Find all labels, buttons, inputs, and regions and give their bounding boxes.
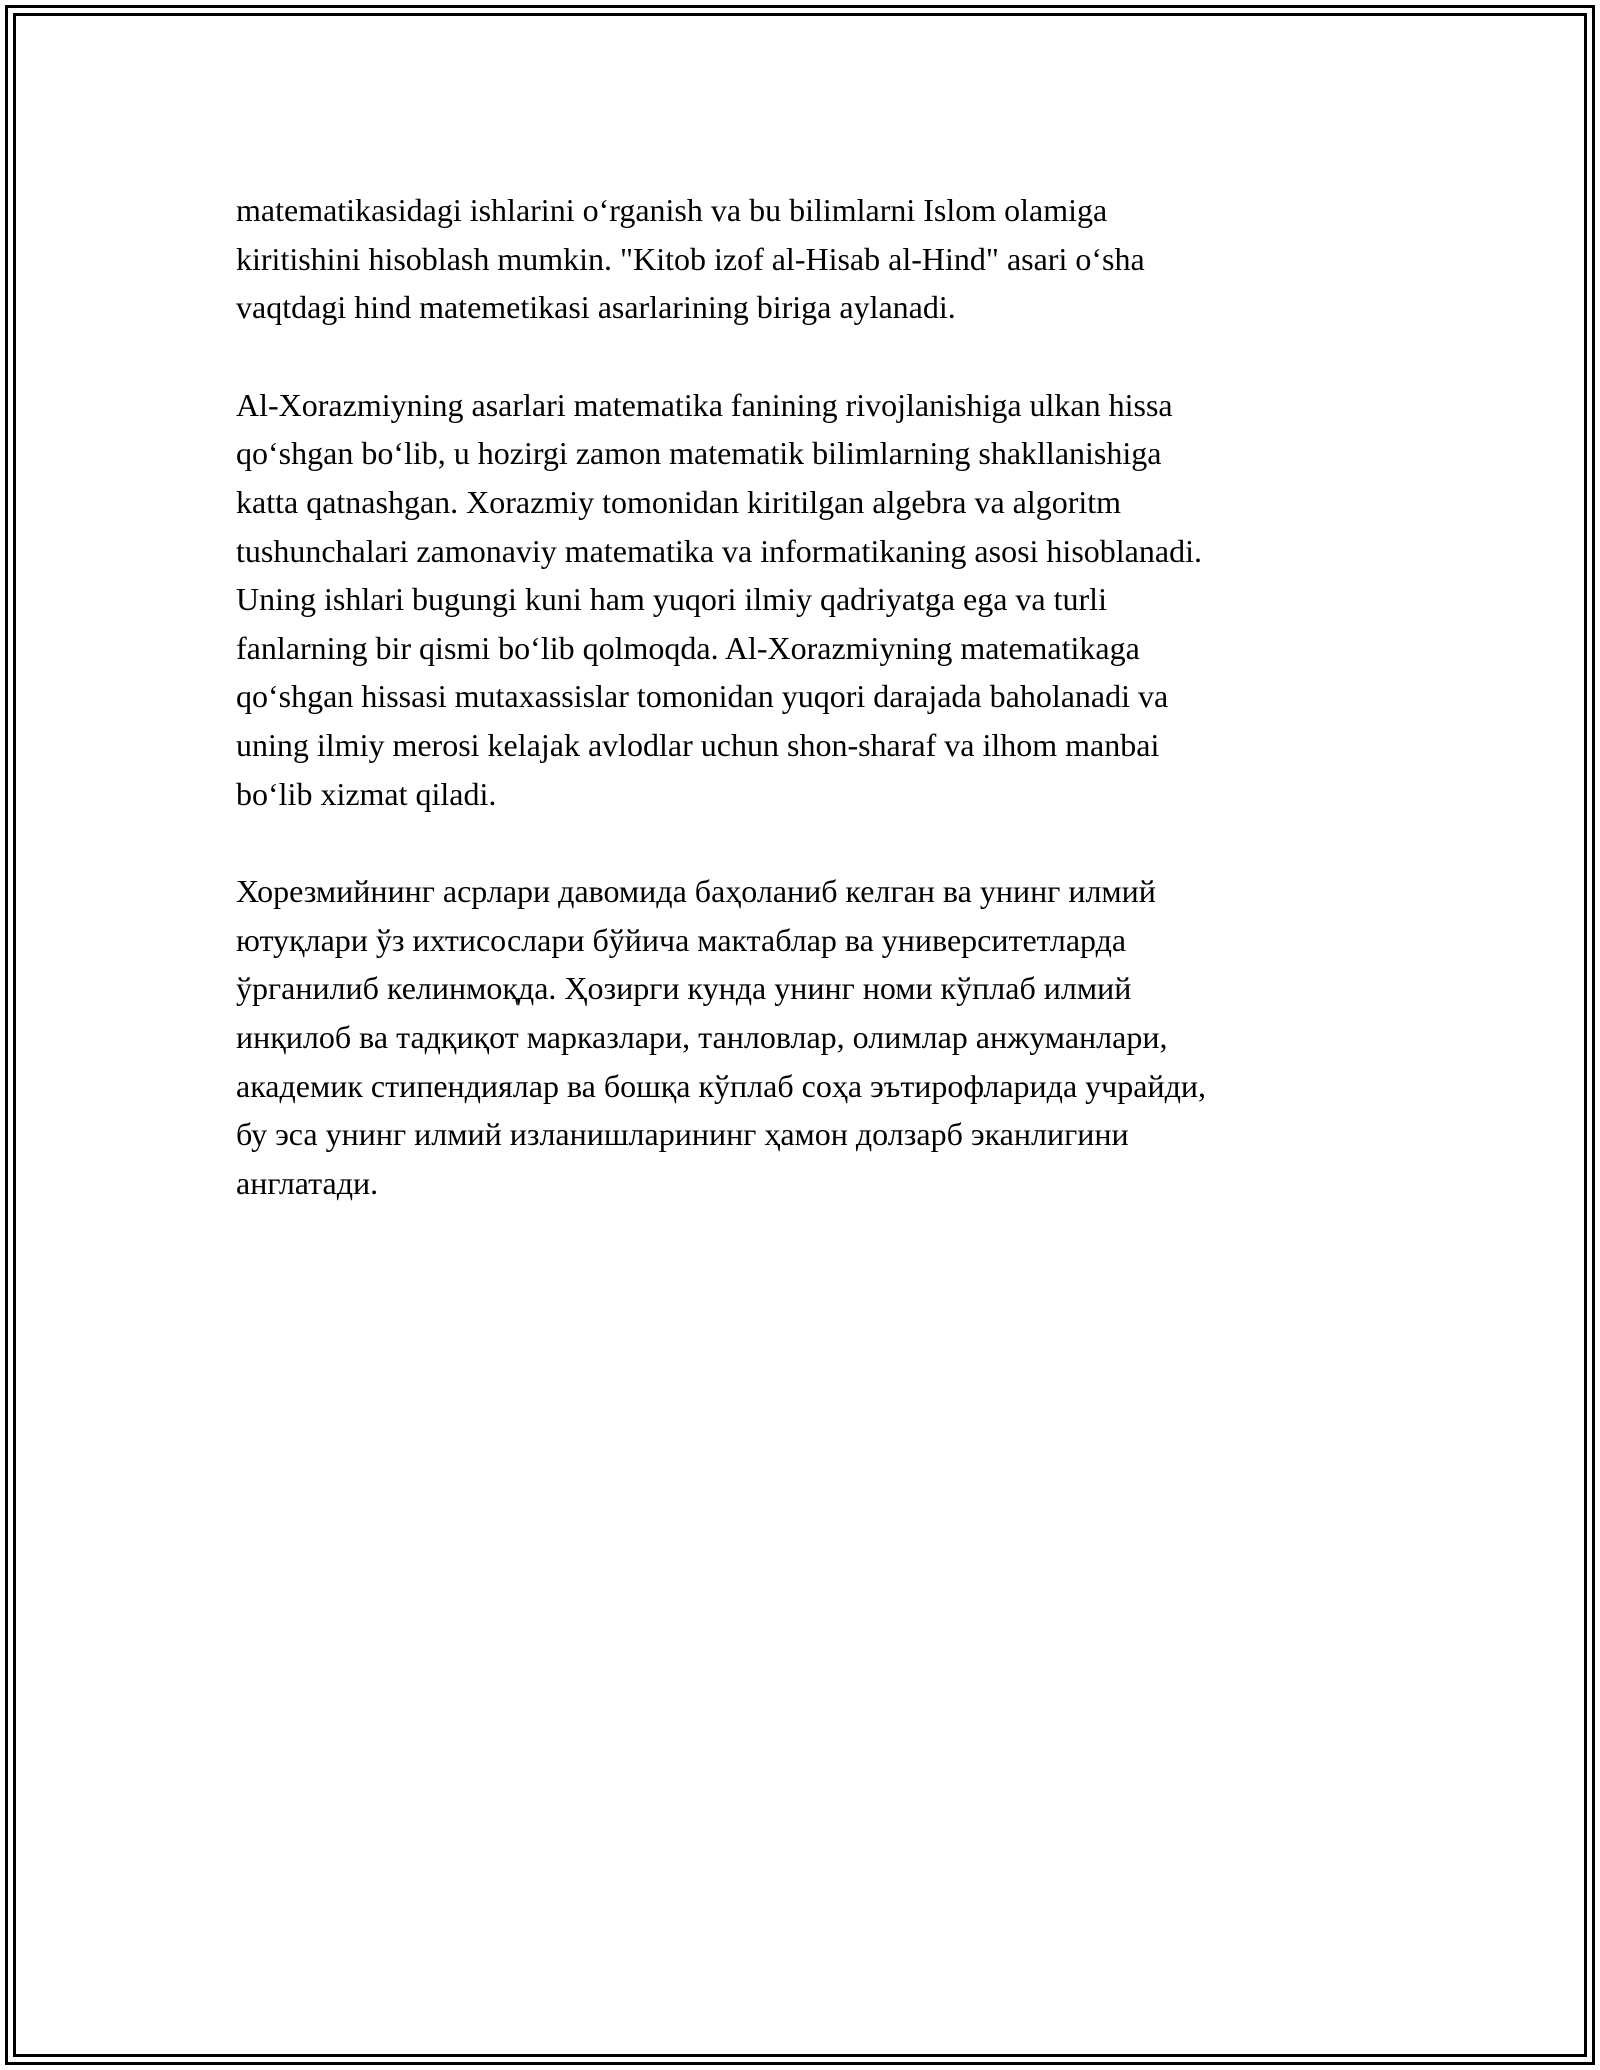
page-body bbox=[236, 186, 1366, 1256]
paragraph-khwarizmi-legacy-latin: Al-Xorazmiyning asarlari matematika fanining rivojlanishiga ulkan hissa qo‘shgan bo‘lib, u hozirgi zamon matematik bilimlarning shakllanishiga katta qatnashgan. Xorazmiy tomonidan kiritilgan algebra va algoritm tushunchalari zamonaviy matematika va informatikaning asosi hisoblanadi. Uning ishlari bugungi kuni ham yuqori ilmiy qadriyatga ega va turli fanlarning bir qismi bo‘lib qolmoqda. Al-Xorazmiyning matematikaga qo‘shgan hissasi mutaxassislar tomonidan yuqori darajada baholanadi va uning ilmiy merosi kelajak avlodlar uchun shon-sharaf va ilhom manbai bo‘lib xizmat qiladi. bbox=[236, 386, 1202, 812]
paragraph-khwarizmi-legacy-cyrillic: Хорезмийнинг асрлари давомида баҳоланиб келган ва унинг илмий ютуқлари ўз ихтисослари бўйича мактаблар ва университетларда ўрганилиб келинмоқда. Ҳозирги кунда унинг номи кўплаб илмий инқилоб ва тадқиқот марказлари, танловлар, олимлар анжуманлари, академик стипендиялар ва бошқа кўплаб соҳа эътирофларида учрайди, бу эса унинг илмий изланишларининг ҳамон долзарб эканлигини англатади. bbox=[236, 873, 1206, 1201]
paragraph-khwarizmi-hindu-arithmetic: matematikasidagi ishlarini o‘rganish va bu bilimlarni Islom olamiga kiritishini hisoblash mumkin. "Kitob izof al-Hisab al-Hind" asari o‘sha vaqtdagi hind matemetikasi asarlarining biriga aylanadi. bbox=[236, 192, 1145, 326]
